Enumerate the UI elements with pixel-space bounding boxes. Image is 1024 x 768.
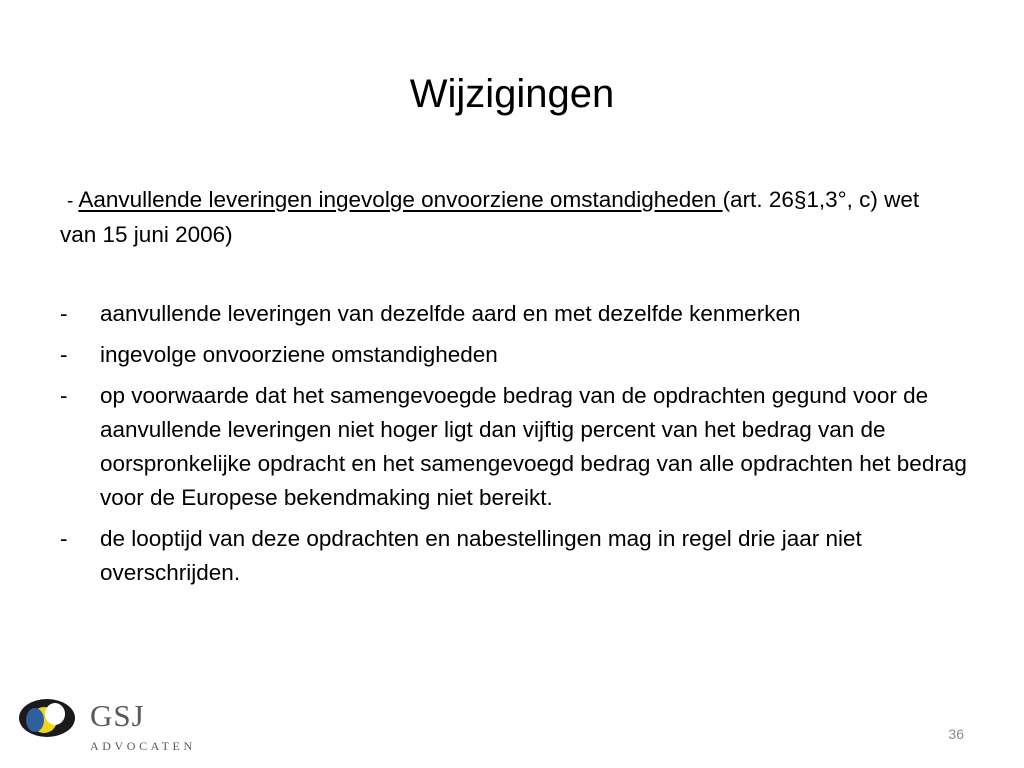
bullet-dash: - [60,301,68,326]
bullet-dash: - [60,342,68,367]
intro-legal-reference: (art. 26§1,3°, c) wet van 15 juni 2006) [60,187,920,247]
bullet-dash: - [60,383,68,408]
page-number: 36 [948,726,964,742]
intro-paragraph [60,183,940,251]
bullet-text: ingevolge onvoorziene omstandigheden [100,342,498,367]
bullet-text: op voorwaarde dat het samengevoegde bedrag van de opdrachten gegund voor de aanvullende leveringen niet hoger ligt dan vijftig percent van het bedrag van de oorspronkelijke opdracht en het samengevoegd bedrag van alle opdrachten het bedrag voor de Europese bekendmaking niet bereikt. [100,383,967,510]
slide-title: Wijzigingen [409,72,615,116]
intro-dash: - [67,191,74,212]
bullet-item [60,522,975,590]
bullet-list [60,297,975,597]
bullet-text: aanvullende leveringen van dezelfde aard en met dezelfde kenmerken [100,301,801,326]
intro-underlined-heading: Aanvullende leveringen ingevolge onvoorziene omstandigheden [78,187,723,212]
logo-name: GSJ [90,698,145,733]
bullet-item [60,338,975,372]
gsj-logo-icon [18,696,78,740]
bullet-dash: - [60,526,68,551]
bullet-text: de looptijd van deze opdrachten en nabestellingen mag in regel drie jaar niet overschrijden. [100,526,862,585]
bullet-item [60,297,975,331]
gsj-logo [18,696,208,758]
bullet-item [60,379,975,515]
logo-subtitle: ADVOCATEN [90,739,196,753]
